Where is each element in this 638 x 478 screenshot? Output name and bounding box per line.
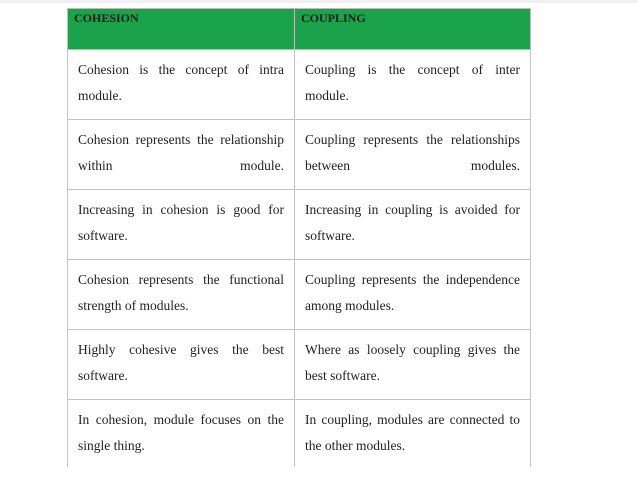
table-row: [68, 120, 531, 190]
header-cohesion: COHESION: [68, 9, 295, 50]
cohesion-cell: Cohesion is the concept of intra module.: [68, 50, 295, 120]
table-row: [68, 400, 531, 468]
cohesion-cell: Cohesion represents the relationship within module.: [68, 120, 295, 190]
coupling-cell: Increasing in coupling is avoided for software.: [295, 190, 531, 260]
cohesion-cell: Cohesion represents the functional strength of modules.: [68, 260, 295, 330]
coupling-cell: Coupling represents the independence among modules.: [295, 260, 531, 330]
header-row: [68, 9, 531, 50]
table-row: [68, 50, 531, 120]
coupling-cell: Where as loosely coupling gives the best software.: [295, 330, 531, 400]
top-strip: [0, 0, 638, 3]
cohesion-cell: Highly cohesive gives the best software.: [68, 330, 295, 400]
table-row: [68, 190, 531, 260]
table-header: [68, 9, 531, 50]
comparison-table: [67, 8, 531, 467]
coupling-cell: In coupling, modules are connected to the other modules.: [295, 400, 531, 468]
cohesion-cell: Increasing in cohesion is good for software.: [68, 190, 295, 260]
coupling-cell: Coupling is the concept of inter module.: [295, 50, 531, 120]
table-row: [68, 330, 531, 400]
coupling-cell: Coupling represents the relationships between modules.: [295, 120, 531, 190]
cohesion-cell: In cohesion, module focuses on the single thing.: [68, 400, 295, 468]
table-row: [68, 260, 531, 330]
table-body: [68, 50, 531, 468]
header-coupling: COUPLING: [295, 9, 531, 50]
